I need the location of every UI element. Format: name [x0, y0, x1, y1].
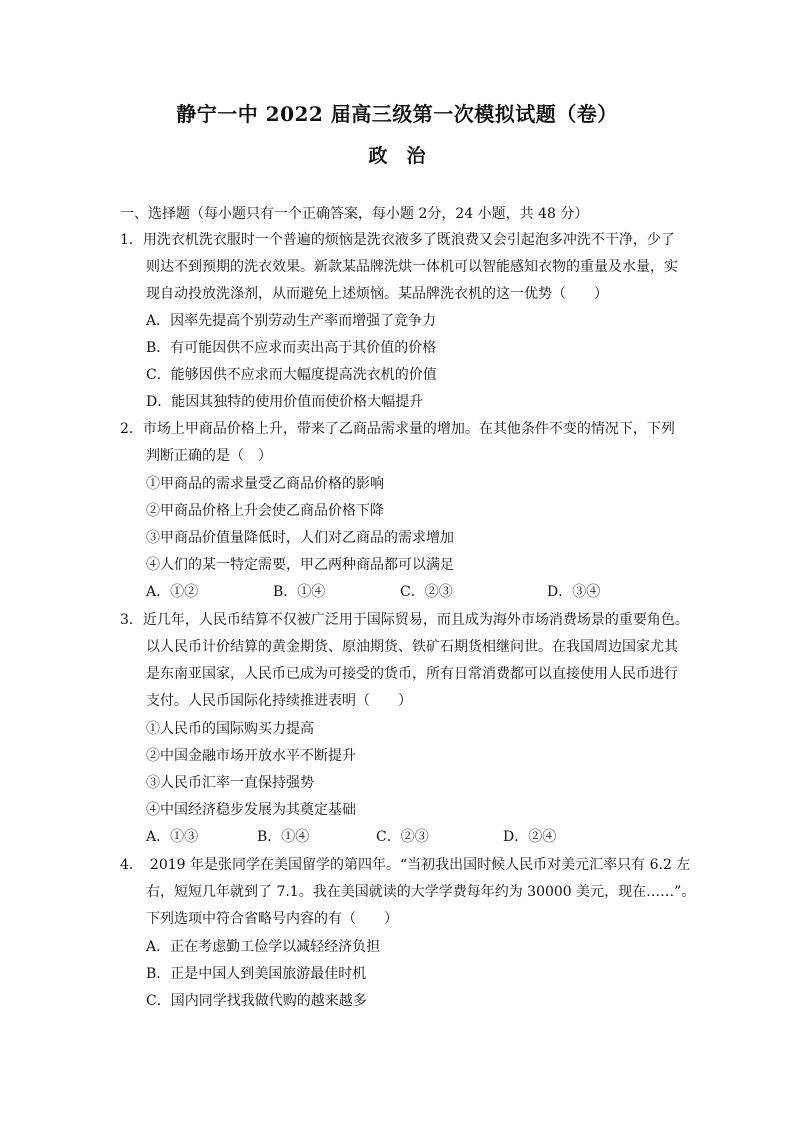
q3-stem-line-4: 支付。人民币国际化持续推进表明（ ）	[146, 693, 412, 709]
q1-stem-line-3: 现自动投放洗涤剂，从而避免上述烦恼。某品牌洗衣机的这一优势（ ）	[146, 286, 608, 302]
q1-option-c: C．能够因供不应求而大幅度提高洗衣机的价值	[146, 367, 437, 383]
q1-option-b: B．有可能因供不应求而卖出高于其价值的价格	[146, 340, 437, 356]
q3-option-b: B．①④	[257, 829, 310, 845]
section-heading: 一、选择题（每小题只有一个正确答案，每小题 2分，24 小题，共 48 分）	[120, 206, 589, 222]
q4-stem-line-2: 右，短短几年就到了 7.1。我在美国就读的大学学费每年约为 30000 美元，现在……”。	[146, 884, 696, 900]
q3-statement-4: ④中国经济稳步发展为其奠定基础	[146, 802, 356, 818]
q3-stem-line-3: 是东南亚国家，人民币已成为可接受的货币，所有日常消费都可以直接使用人民币进行	[146, 666, 678, 682]
q4-option-b: B．正是中国人到美国旅游最佳时机	[146, 966, 367, 982]
q2-statement-4: ④人们的某一特定需要，甲乙两种商品都可以满足	[146, 557, 454, 573]
q2-statement-1: ①甲商品的需求量受乙商品价格的影响	[146, 476, 384, 492]
q2-statement-2: ②甲商品价格上升会使乙商品价格下降	[146, 503, 384, 519]
q2-stem-line-2: 判断正确的是（ ）	[146, 448, 272, 464]
q3-statement-3: ③人民币汇率一直保持强势	[146, 775, 314, 791]
q1-option-d: D．能因其独特的使用价值而使价格大幅提升	[146, 394, 424, 410]
exam-title: 静宁一中 2022 届高三级第一次模拟试题（卷）	[176, 102, 618, 126]
q3-option-c: C．②③	[376, 829, 429, 845]
q1-stem-line-1: 1．用洗衣机洗衣服时一个普遍的烦恼是洗衣液多了既浪费又会引起泡多冲洗不干净，少了	[120, 232, 675, 248]
q4-stem-line-3: 下列选项中符合省略号内容的有（ ）	[146, 911, 398, 927]
exam-subject: 政 治	[368, 145, 426, 167]
q4-stem-line-1: 4． 2019 年是张同学在美国留学的第四年。“当初我出国时候人民币对美元汇率只有 6.2 左	[120, 857, 691, 873]
q2-option-d: D．③④	[547, 584, 601, 600]
q1-stem-line-2: 则达不到预期的洗衣效果。新款某品牌洗烘一体机可以智能感知衣物的重量及水量，实	[146, 259, 678, 275]
q3-option-d: D．②④	[503, 829, 557, 845]
q3-statement-2: ②中国金融市场开放水平不断提升	[146, 748, 356, 764]
q4-option-c: C．国内同学找我做代购的越来越多	[146, 993, 367, 1009]
q2-option-b: B．①④	[273, 584, 326, 600]
q3-stem-line-1: 3．近几年，人民币结算不仅被广泛用于国际贸易，而且成为海外市场消费场景的重要角色。	[120, 612, 689, 628]
q2-option-c: C．②③	[400, 584, 453, 600]
q2-statement-3: ③甲商品价值量降低时，人们对乙商品的需求增加	[146, 530, 454, 546]
q4-option-a: A．正在考虑勤工俭学以减轻经济负担	[146, 939, 381, 955]
q2-option-a: A．①②	[146, 584, 199, 600]
q3-option-a: A．①③	[146, 829, 199, 845]
q1-option-a: A．因率先提高个别劳动生产率而增强了竞争力	[146, 313, 437, 329]
q3-stem-line-2: 以人民币计价结算的黄金期货、原油期货、铁矿石期货相继问世。在我国周边国家尤其	[146, 639, 678, 655]
q2-stem-line-1: 2．市场上甲商品价格上升，带来了乙商品需求量的增加。在其他条件不变的情况下，下列	[120, 421, 675, 437]
q3-statement-1: ①人民币的国际购买力提高	[146, 721, 314, 737]
